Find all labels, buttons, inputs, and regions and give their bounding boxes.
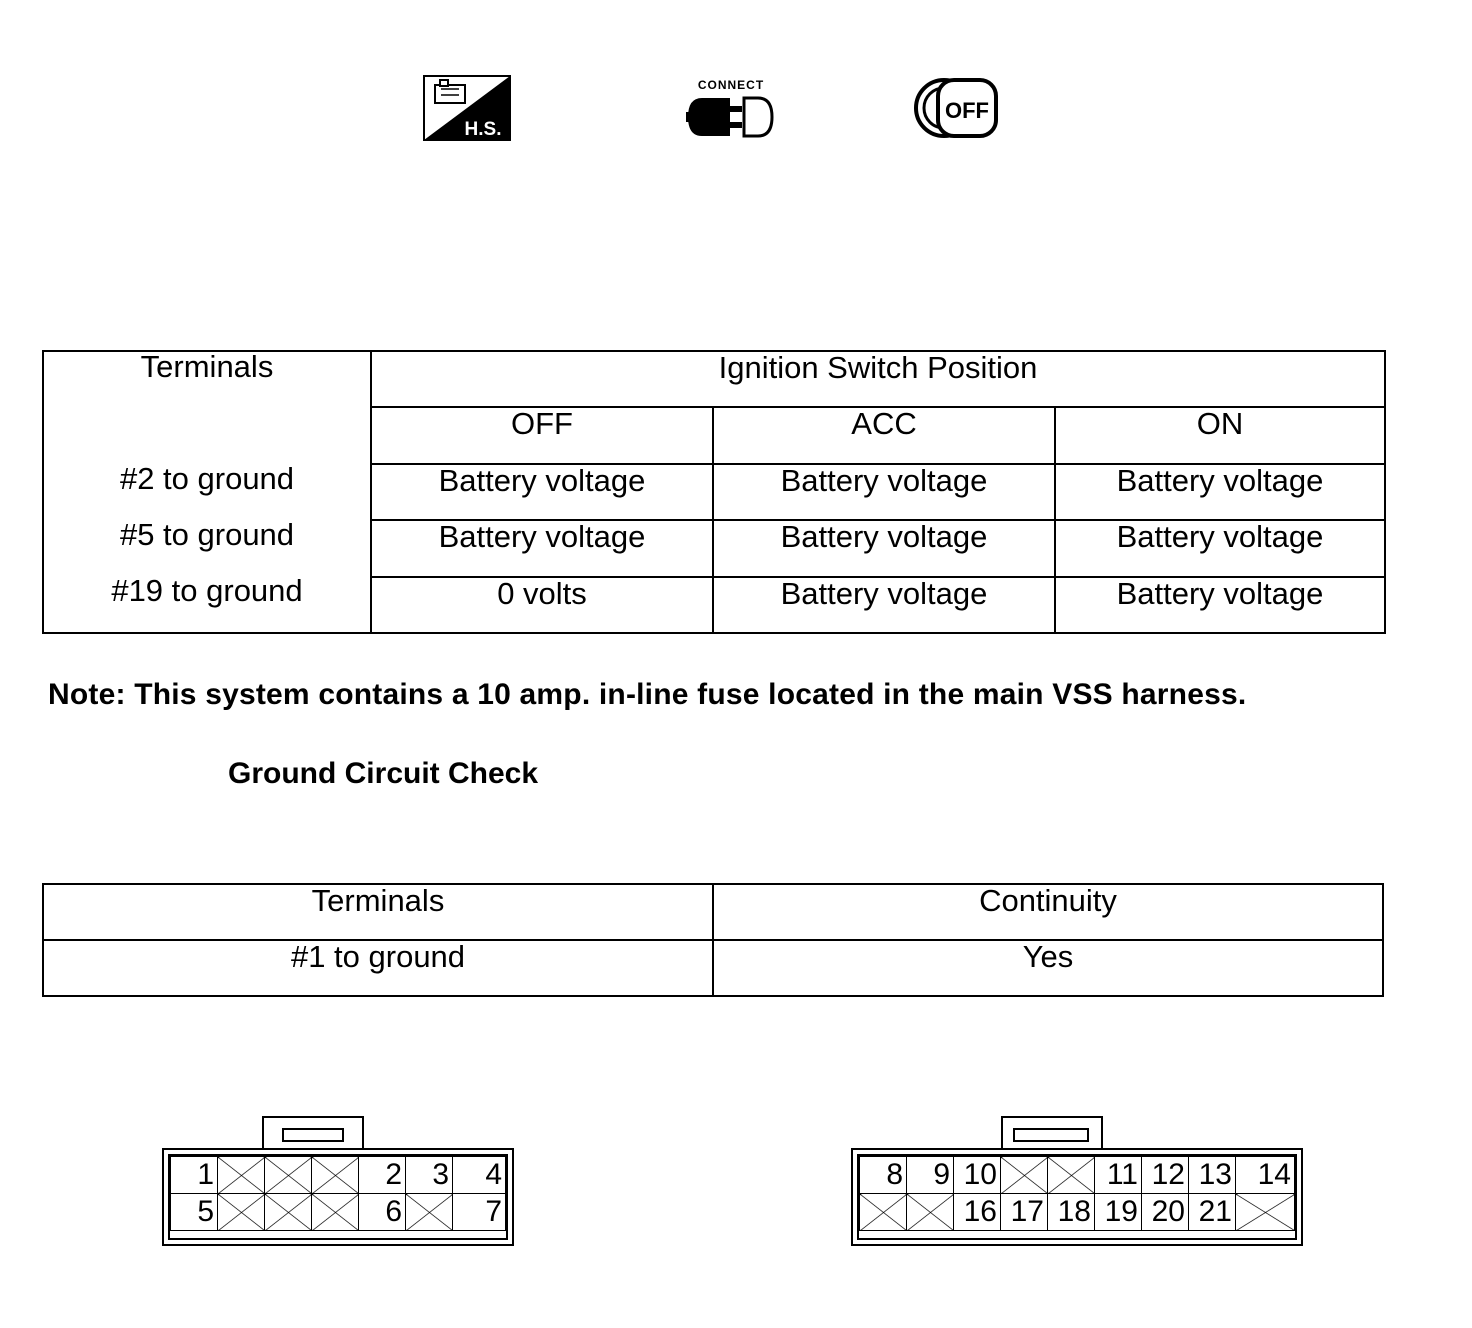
pin-grid: [170, 1156, 506, 1231]
pin-cell-empty: [218, 1194, 265, 1231]
ignition-voltage-table: [42, 350, 1386, 634]
pin-cell: 2: [359, 1157, 406, 1194]
pin-cell: 7: [453, 1194, 506, 1231]
ignition-off-label: OFF: [945, 98, 989, 123]
pin-cell: 19: [1095, 1194, 1142, 1231]
pin-cell-empty: [1048, 1157, 1095, 1194]
connector-lock-tab: [1001, 1116, 1103, 1150]
position-on-header: ON: [1055, 407, 1385, 463]
ground-circuit-table: [42, 883, 1384, 997]
ground-circuit-title: Ground Circuit Check: [228, 757, 539, 790]
table-cell: Battery voltage: [1055, 520, 1385, 576]
lock-slot: [282, 1128, 344, 1142]
terminal-row-label: #2 to ground: [119, 461, 295, 496]
pin-cell-empty: [265, 1194, 312, 1231]
pin-cell-empty: [265, 1157, 312, 1194]
terminals-header: Terminals: [140, 349, 274, 384]
pin-cell-empty: [1236, 1194, 1295, 1231]
table-cell: #1 to ground: [43, 940, 713, 996]
terminal-row-label: #19 to ground: [111, 573, 303, 608]
pin-cell: 4: [453, 1157, 506, 1194]
connector-lock-tab: [262, 1116, 364, 1150]
pin-cell: 1: [171, 1157, 218, 1194]
continuity-header: Continuity: [713, 884, 1383, 940]
table-cell: Battery voltage: [371, 520, 713, 576]
fuse-note: Note: This system contains a 10 amp. in-line fuse located in the main VSS harness.: [48, 678, 1247, 711]
pin-cell-empty: [860, 1194, 907, 1231]
connect-icon: [686, 76, 776, 142]
pin-cell: 9: [907, 1157, 954, 1194]
terminals-column: [43, 351, 371, 633]
position-acc-header: ACC: [713, 407, 1055, 463]
pin-cell: 16: [954, 1194, 1001, 1231]
pin-cell-empty: [907, 1194, 954, 1231]
pin-cell: 14: [1236, 1157, 1295, 1194]
pin-grid: [859, 1156, 1295, 1231]
pin-cell: 17: [1001, 1194, 1048, 1231]
lock-slot: [1013, 1128, 1089, 1142]
pin-cell-empty: [312, 1194, 359, 1231]
pin-cell: 6: [359, 1194, 406, 1231]
pin-cell-empty: [406, 1194, 453, 1231]
table-cell: 0 volts: [371, 577, 713, 633]
table-cell: Battery voltage: [1055, 464, 1385, 520]
pin-cell: 12: [1142, 1157, 1189, 1194]
pin-cell: 18: [1048, 1194, 1095, 1231]
terminals-header: Terminals: [43, 884, 713, 940]
ignition-off-icon: [912, 76, 1002, 142]
table-cell: Battery voltage: [713, 520, 1055, 576]
pin-cell-empty: [218, 1157, 265, 1194]
pin-cell: 11: [1095, 1157, 1142, 1194]
connector-left: [162, 1116, 514, 1246]
connector-right: [851, 1116, 1303, 1246]
pin-cell-empty: [1001, 1157, 1048, 1194]
position-off-header: OFF: [371, 407, 713, 463]
pin-cell: 3: [406, 1157, 453, 1194]
table-cell: Yes: [713, 940, 1383, 996]
hand-service-icon: [423, 75, 511, 141]
table-cell: Battery voltage: [713, 464, 1055, 520]
hand-service-label: H.S.: [464, 119, 502, 140]
pin-cell: 20: [1142, 1194, 1189, 1231]
pin-cell: 8: [860, 1157, 907, 1194]
pin-cell: 13: [1189, 1157, 1236, 1194]
terminal-row-label: #5 to ground: [119, 517, 295, 552]
table-cell: Battery voltage: [371, 464, 713, 520]
table-cell: Battery voltage: [1055, 577, 1385, 633]
pin-cell: 21: [1189, 1194, 1236, 1231]
table-row: [43, 940, 1383, 996]
pin-cell: 5: [171, 1194, 218, 1231]
table-cell: Battery voltage: [713, 577, 1055, 633]
pin-cell: 10: [954, 1157, 1001, 1194]
pin-cell-empty: [312, 1157, 359, 1194]
spacer: [44, 408, 370, 464]
connect-label: CONNECT: [697, 78, 765, 92]
ignition-position-header: Ignition Switch Position: [371, 351, 1385, 407]
